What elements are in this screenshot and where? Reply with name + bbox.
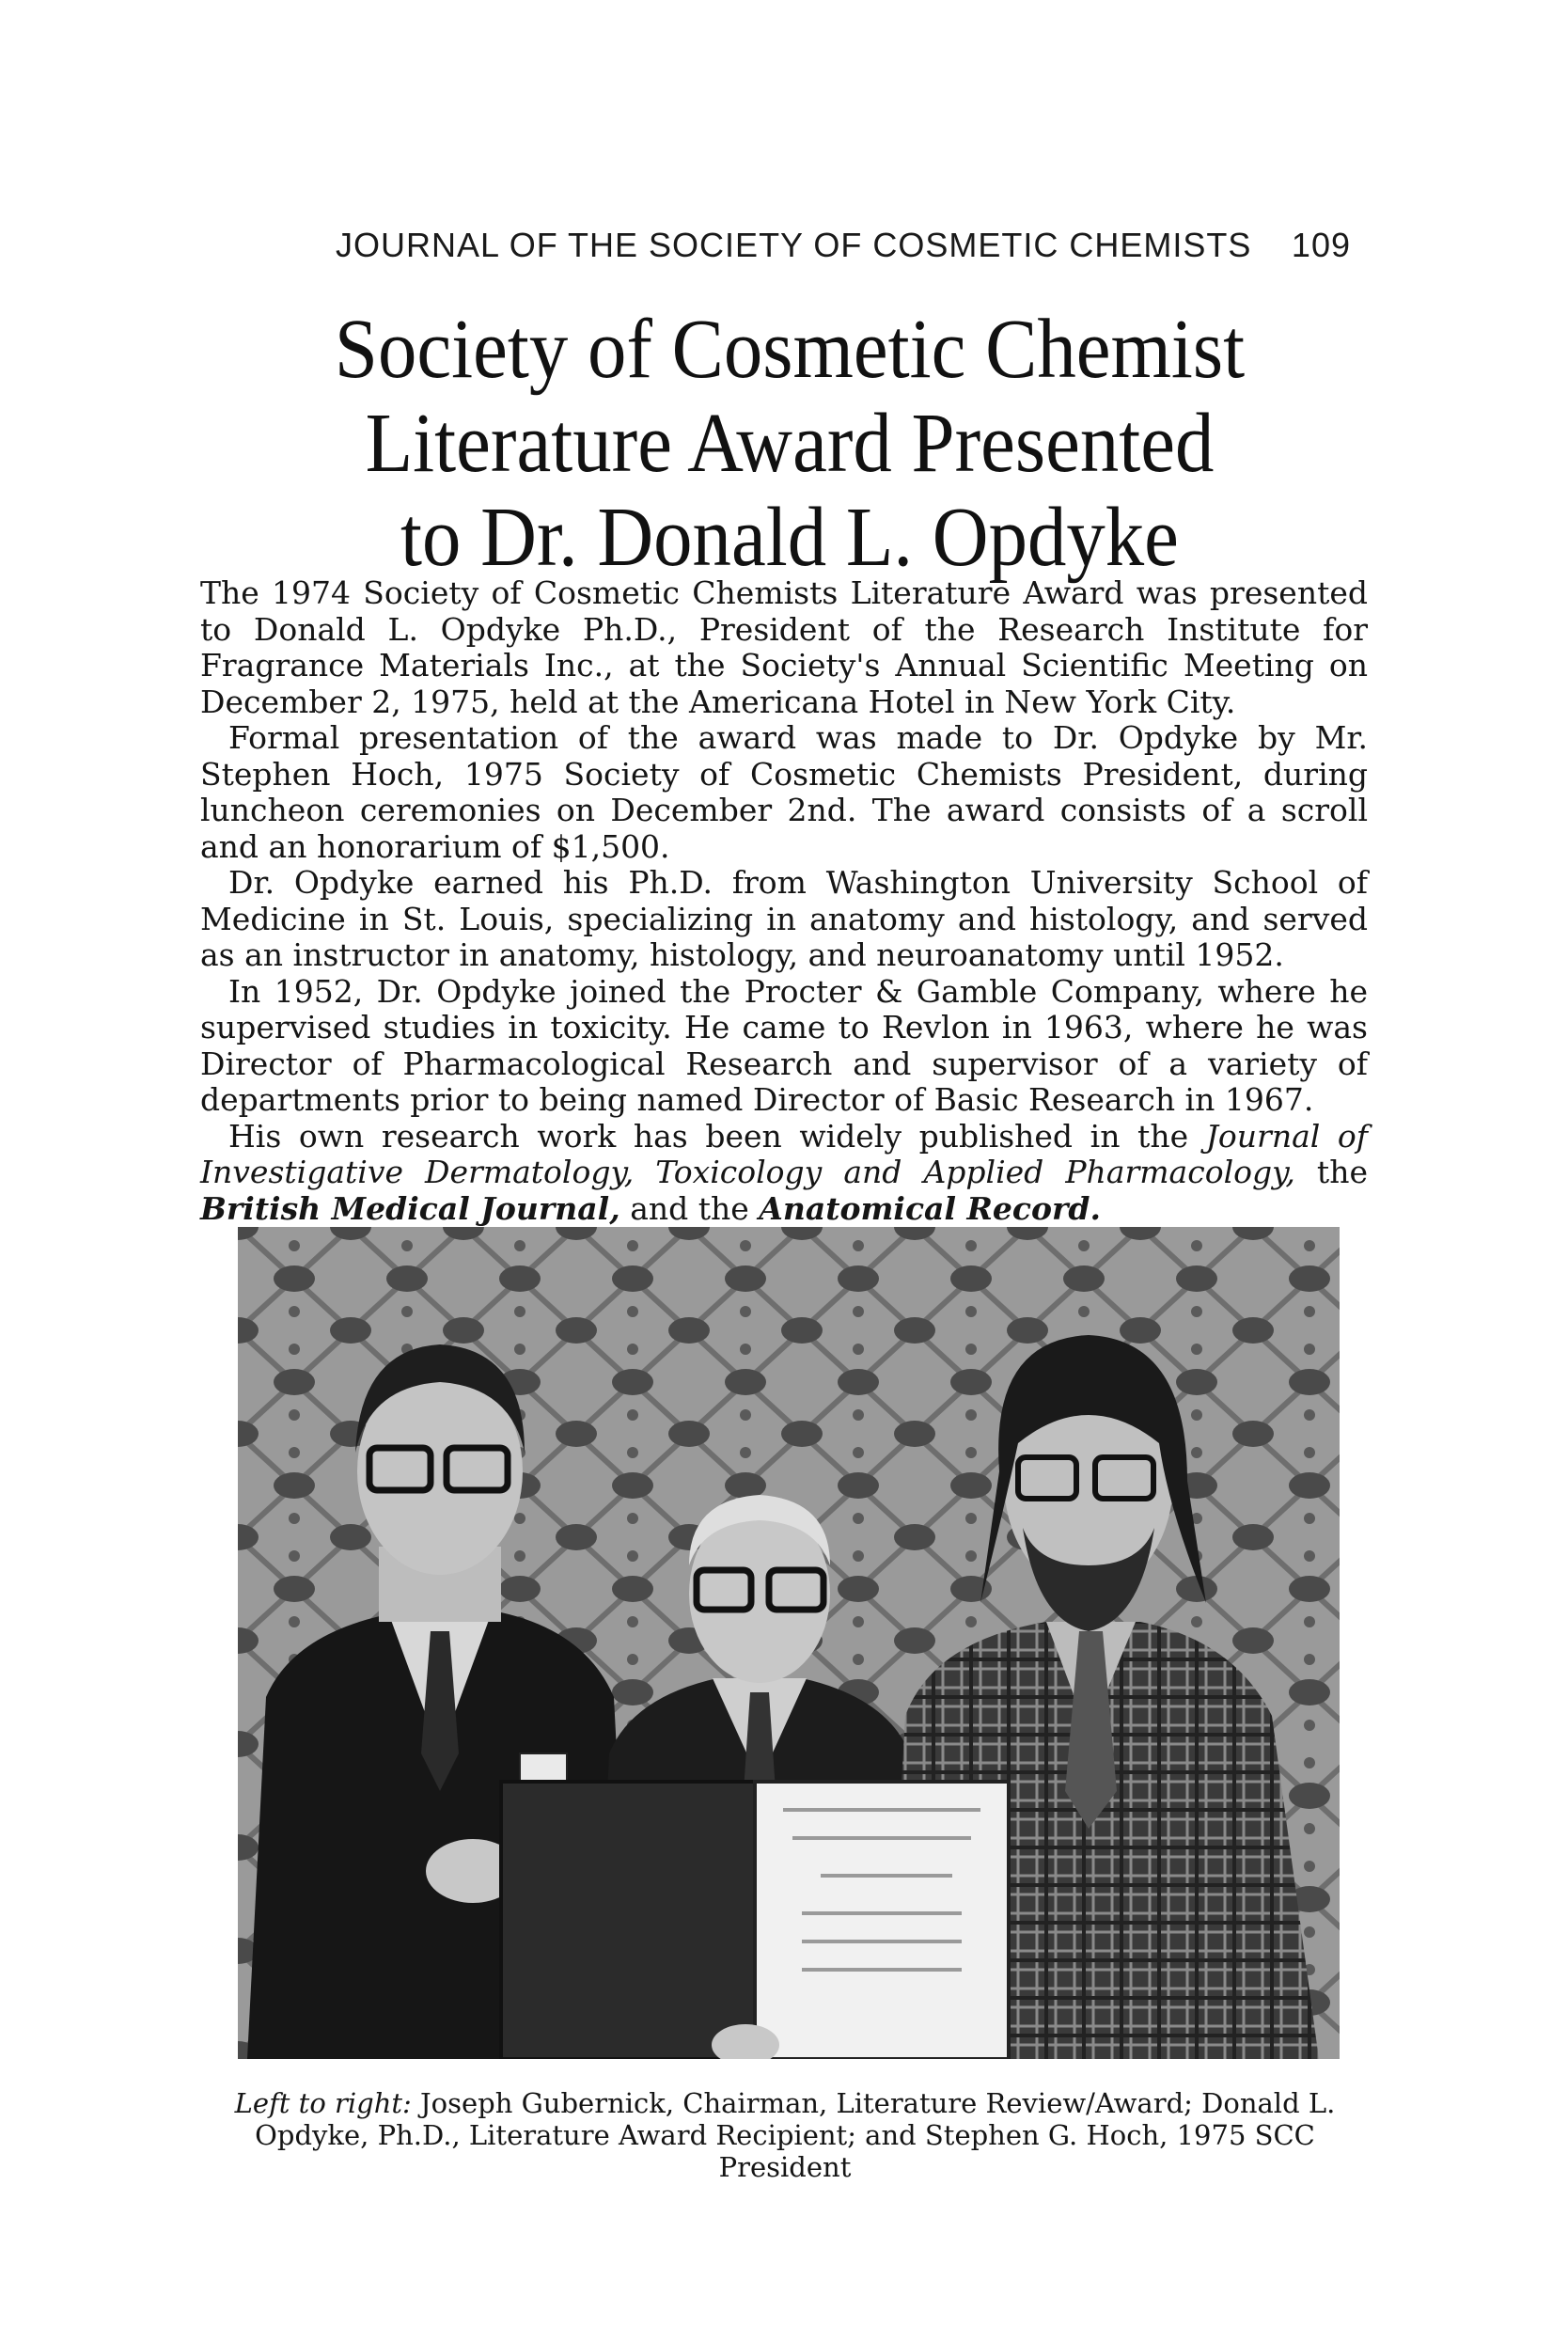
journal-ref-2: British Medical Journal, — [200, 1189, 620, 1227]
photo-caption — [197, 2087, 1372, 2183]
award-scroll — [501, 1782, 1009, 2059]
caption-lead: Left to right: — [234, 2087, 412, 2119]
p5-text-a: His own research work has been widely published in the — [228, 1117, 1206, 1155]
journal-ref-1: Journal of Investigative Dermatology, Toxicology and Applied Pharmacology, — [200, 1117, 1368, 1190]
article-body — [200, 575, 1368, 1227]
page-number: 109 — [1291, 226, 1351, 264]
award-photograph — [238, 1227, 1340, 2059]
paragraph-5 — [200, 1119, 1368, 1228]
photograph-illustration — [238, 1227, 1340, 2059]
p5-text-b: the — [1294, 1154, 1368, 1190]
paragraph-1: The 1974 Society of Cosmetic Chemists Literature Award was presented to Donald L. Opdyke Ph.D., President of the Research Institute for Fragrance Materials Inc., at the Society's Annual Scientific Meeting on December 2, 1975, held at the Americana Hotel in New York City. — [200, 574, 1368, 720]
title-line-2: Literature Award Presented — [365, 397, 1215, 490]
title-line-3: to Dr. Donald L. Opdyke — [400, 491, 1179, 584]
caption-text: Joseph Gubernick, Chairman, Literature Review/Award; Donald L. Opdyke, Ph.D., Literature Award Recipient; and Stephen G. Hoch, 1975 SCC President — [255, 2087, 1336, 2183]
article-title — [271, 303, 1309, 585]
title-line-1: Society of Cosmetic Chemist — [334, 303, 1246, 396]
paragraph-3: Dr. Opdyke earned his Ph.D. from Washington University School of Medicine in St. Louis, specializing in anatomy and histology, and served as an instructor in anatomy, histology, and neuroanatomy until 1952. — [200, 864, 1368, 973]
paragraph-4: In 1952, Dr. Opdyke joined the Procter & Gamble Company, where he supervised studies in toxicity. He came to Revlon in 1963, where he was Director of Pharmacological Research and supervisor of a variety of departments prior to being named Director of Basic Research in 1967. — [200, 972, 1368, 1118]
journal-name: JOURNAL OF THE SOCIETY OF COSMETIC CHEMISTS — [336, 226, 1252, 264]
p5-text-c: and the — [619, 1189, 760, 1227]
journal-ref-3: Anatomical Record. — [759, 1189, 1101, 1227]
paragraph-2: Formal presentation of the award was made to Dr. Opdyke by Mr. Stephen Hoch, 1975 Society of Cosmetic Chemists President, during luncheon ceremonies on December 2nd. The award consists of a scroll and an honorarium of $1,500. — [200, 719, 1368, 865]
